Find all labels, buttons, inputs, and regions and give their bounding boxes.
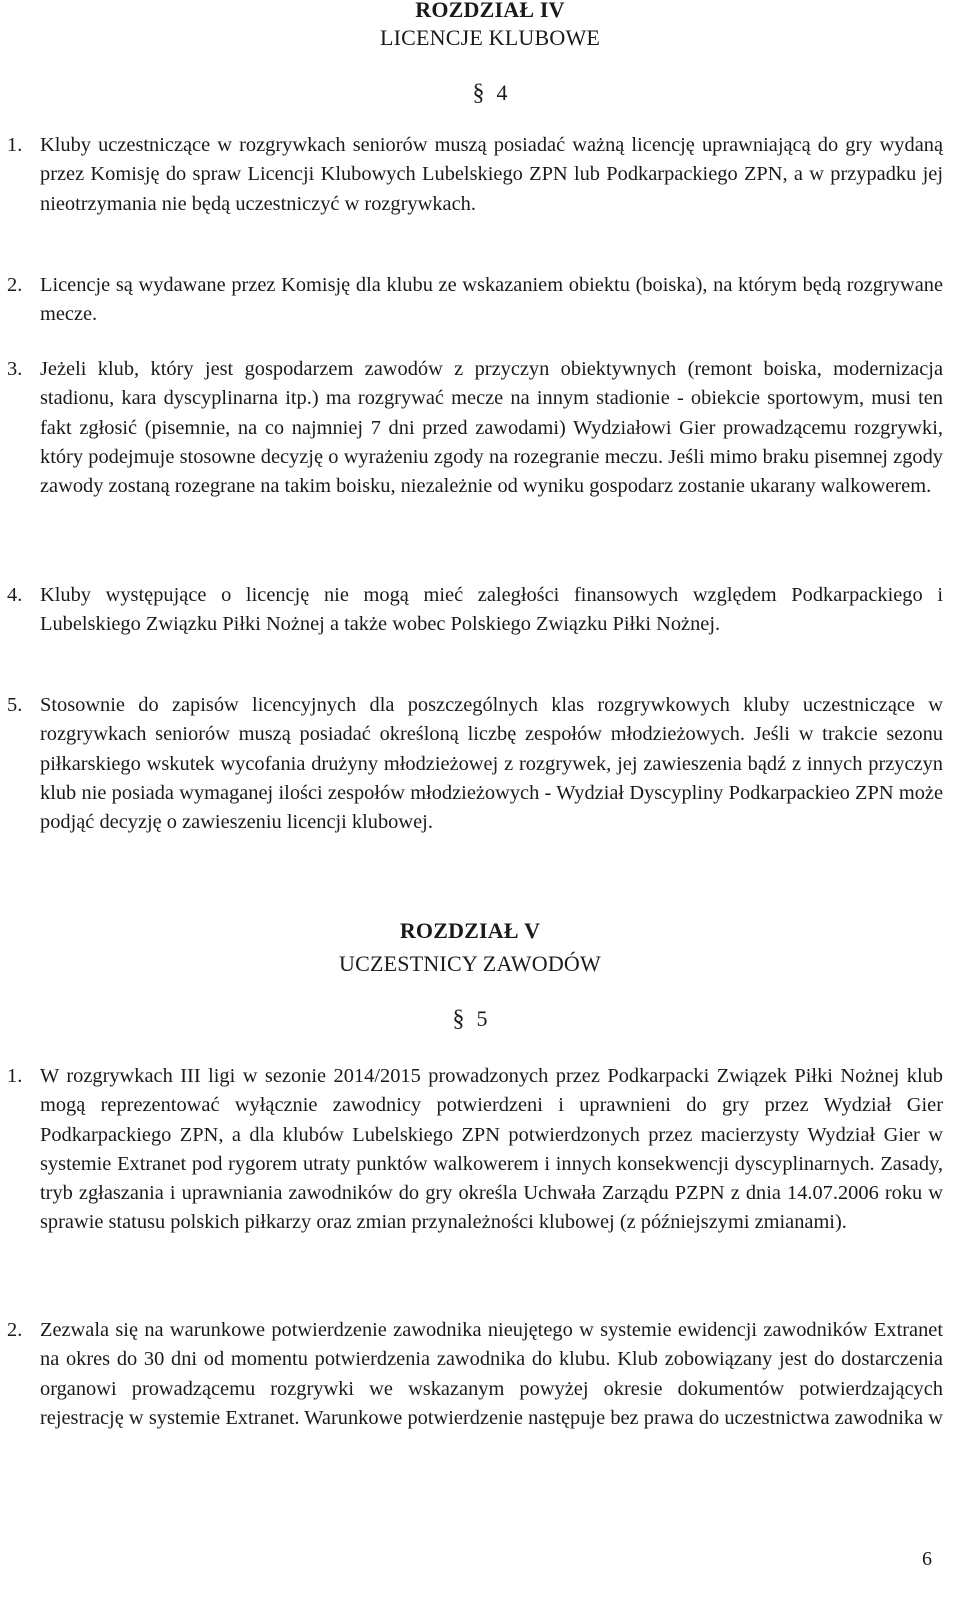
item-number: 3. bbox=[7, 358, 23, 380]
chapter-4-title: LICENCJE KLUBOWE bbox=[379, 25, 601, 50]
chapter-4-item-2 bbox=[7, 271, 943, 330]
page-number: 6 bbox=[922, 1548, 932, 1570]
section-symbol: § bbox=[472, 80, 485, 106]
item-number: 2. bbox=[7, 274, 23, 296]
item-number: 1. bbox=[7, 1065, 23, 1087]
item-text: W rozgrywkach III ligi w sezonie 2014/2015 prowadzonych przez Podkarpacki Związek Piłki Nożnej klub mogą reprezentować wyłącznie zawodnicy potwierdzeni i uprawnieni do gry przez Wydział Gier Podkarpackiego ZPN, a dla klubów Lubelskiego ZPN potwierdzonych przez macierzysty Wydział Gier w systemie Extranet pod rygorem utraty punktów walkowerem i innych konsekwencji dyscyplinarnych. Zasady, tryb zgłaszania i uprawniania zawodników do gry określa Uchwała Zarządu PZPN z dnia 14.07.2006 roku w sprawie statusu polskich piłkarzy oraz zmian przynależności klubowej (z późniejszymi zmianami). bbox=[40, 1065, 943, 1234]
item-text: Kluby uczestniczące w rozgrywkach seniorów muszą posiadać ważną licencję uprawniającą do gry wydaną przez Komisję do spraw Licencji Klubowych Lubelskiego ZPN lub Podkarpackiego ZPN, a w przypadku jej nieotrzymania nie będą uczestniczyć w rozgrywkach. bbox=[40, 134, 943, 215]
item-number: 4. bbox=[7, 584, 23, 606]
item-text: Licencje są wydawane przez Komisję dla klubu ze wskazaniem obiektu (boiska), na którym będą rozgrywane mecze. bbox=[40, 274, 943, 326]
chapter-5-item-1 bbox=[7, 1062, 943, 1238]
chapter-4-number: ROZDZIAŁ IV bbox=[415, 0, 565, 22]
item-number: 2. bbox=[7, 1319, 23, 1341]
item-number: 1. bbox=[7, 134, 23, 156]
chapter-4-heading bbox=[0, 0, 960, 52]
item-number: 5. bbox=[7, 694, 23, 716]
section-5-number: 5 bbox=[476, 1006, 488, 1031]
chapter-4-item-1 bbox=[7, 131, 943, 219]
item-text: Jeżeli klub, który jest gospodarzem zawodów z przyczyn obiektywnych (remont boiska, modernizacja stadionu, kara dyscyplinarna itp.) ma rozgrywać mecze na innym stadionie - obiekcie sportowym, musi ten fakt zgłosić (pisemnie, na co najmniej 7 dni przed zawodami) Wydziałowi Gier prowadzącemu rozgrywki, który podejmuje stosowne decyzję o wyrażeniu zgody na rozegranie meczu. Jeśli mimo braku pisemnej zgody zawody zostaną rozegrane na takim boisku, niezależnie od wyniku gospodarz zostanie ukarany walkowerem. bbox=[40, 358, 943, 498]
chapter-5-heading bbox=[0, 917, 960, 978]
section-5-heading bbox=[0, 1006, 950, 1033]
chapter-4-item-5 bbox=[7, 691, 943, 837]
section-symbol: § bbox=[452, 1006, 465, 1032]
item-text: Kluby występujące o licencję nie mogą mieć zaległości finansowych względem Podkarpackiego i Lubelskiego Związku Piłki Nożnej a także wobec Polskiego Związku Piłki Nożnej. bbox=[40, 584, 943, 636]
chapter-4-item-4 bbox=[7, 581, 943, 640]
section-4-number: 4 bbox=[496, 80, 508, 105]
item-text: Zezwala się na warunkowe potwierdzenie zawodnika nieujętego w systemie ewidencji zawodników Extranet na okres do 30 dni od momentu potwierdzenia zawodnika do klubu. Klub zobowiązany jest do dostarczenia organowi prowadzącemu rozgrywki we wskazanym powyżej okresie dokumentów potwierdzających rejestrację w systemie Extranet. Warunkowe potwierdzenie następuje bez prawa do uczestnictwa zawodnika w bbox=[40, 1319, 943, 1429]
chapter-5-item-2 bbox=[7, 1316, 943, 1433]
chapter-5-number: ROZDZIAŁ V bbox=[399, 918, 541, 943]
item-text: Stosownie do zapisów licencyjnych dla poszczególnych klas rozgrywkowych kluby uczestniczące w rozgrywkach seniorów muszą posiadać określoną liczbę zespołów młodzieżowych. Jeśli w trakcie sezonu piłkarskiego wskutek wycofania drużyny młodzieżowej z rozgrywek, jej zawieszenia bądź z innych przyczyn klub nie posiada wymaganej ilości zespołów młodzieżowych - Wydział Dyscypliny Podkarpackieo ZPN może podjąć decyzję o zawieszeniu licencji klubowej. bbox=[40, 694, 943, 834]
chapter-4-item-3 bbox=[7, 355, 943, 501]
chapter-5-title: UCZESTNICY ZAWODÓW bbox=[339, 951, 601, 976]
section-4-heading bbox=[10, 80, 960, 107]
